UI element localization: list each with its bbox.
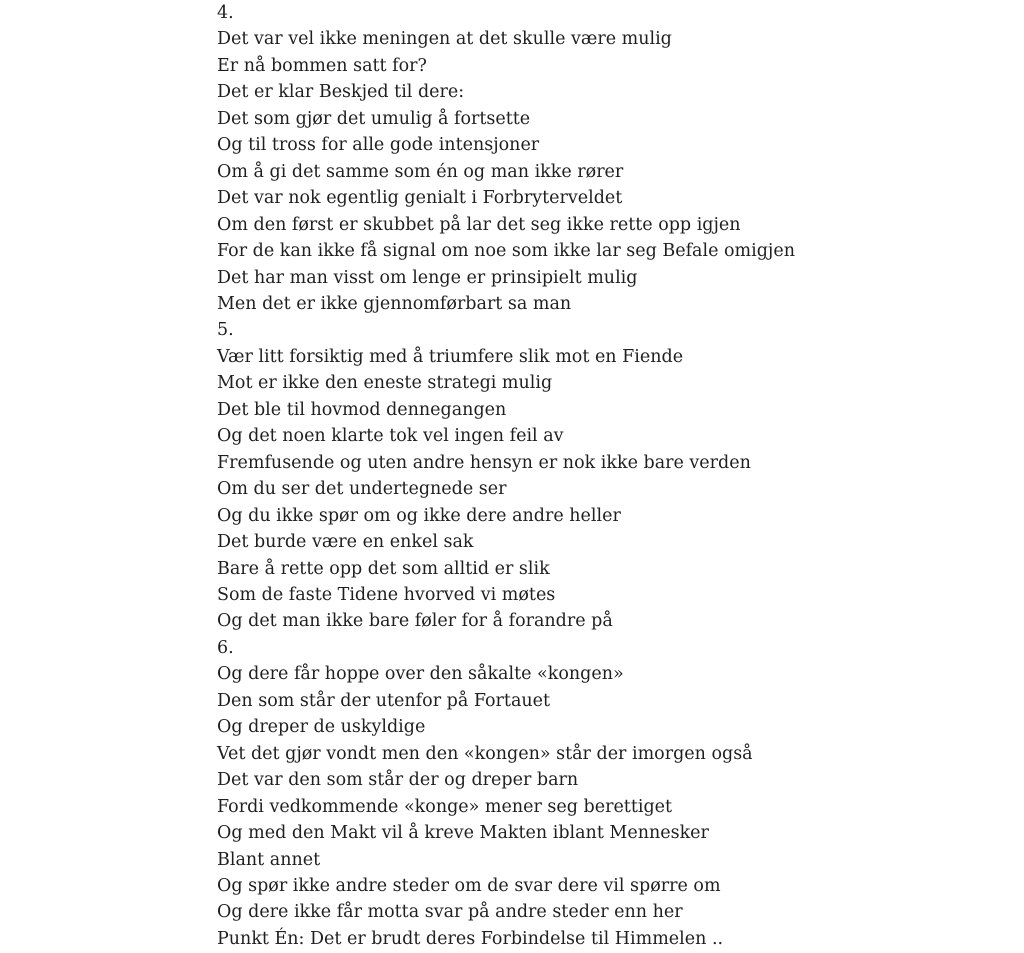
stanza-number: 6. bbox=[217, 637, 234, 658]
stanza-6 bbox=[217, 635, 997, 952]
poem-line: Og spør ikke andre steder om de svar dere vil spørre om bbox=[217, 875, 721, 896]
poem-line: Og dere får hoppe over den såkalte «kongen» bbox=[217, 664, 624, 685]
poem-line: Det var nok egentlig genialt i Forbryterveldet bbox=[217, 188, 623, 209]
poem-line: Og dere ikke får motta svar på andre steder enn her bbox=[217, 902, 683, 923]
poem-line: Om den først er skubbet på lar det seg ikke rette opp igjen bbox=[217, 214, 741, 235]
poem-line: Fremfusende og uten andre hensyn er nok ikke bare verden bbox=[217, 452, 751, 473]
stanza-number: 5. bbox=[217, 320, 234, 341]
poem-line: Det burde være en enkel sak bbox=[217, 532, 474, 553]
poem-line: Det som gjør det umulig å fortsette bbox=[217, 108, 531, 129]
poem-line: Det var vel ikke meningen at det skulle være mulig bbox=[217, 29, 672, 50]
poem-line: Bare å rette opp det som alltid er slik bbox=[217, 558, 550, 579]
poem-line: Det har man visst om lenge er prinsipielt mulig bbox=[217, 267, 638, 288]
poem-line: Blant annet bbox=[217, 849, 321, 870]
poem-line: Og det noen klarte tok vel ingen feil av bbox=[217, 426, 564, 447]
poem-line: Og du ikke spør om og ikke dere andre heller bbox=[217, 505, 621, 526]
poem-text bbox=[217, 0, 997, 952]
poem-line: Det er klar Beskjed til dere: bbox=[217, 82, 465, 103]
poem-line: Og med den Makt vil å kreve Makten iblant Mennesker bbox=[217, 823, 709, 844]
poem-line: Det ble til hovmod dennegangen bbox=[217, 399, 507, 420]
poem-line: Punkt Én: Det er brudt deres Forbindelse til Himmelen .. bbox=[217, 928, 724, 949]
poem-line: For de kan ikke få signal om noe som ikke lar seg Befale omigjen bbox=[217, 241, 795, 262]
poem-line: Om du ser det undertegnede ser bbox=[217, 479, 507, 500]
poem-line: Fordi vedkommende «konge» mener seg berettiget bbox=[217, 796, 673, 817]
poem-line: Og det man ikke bare føler for å forandre på bbox=[217, 611, 613, 632]
stanza-number: 4. bbox=[217, 3, 234, 23]
stanza-5 bbox=[217, 317, 997, 634]
poem-line: Om å gi det samme som én og man ikke rører bbox=[217, 161, 624, 182]
poem-line: Er nå bommen satt for? bbox=[217, 55, 427, 76]
poem-line: Den som står der utenfor på Fortauet bbox=[217, 690, 551, 711]
poem-line: Vet det gjør vondt men den «kongen» står der imorgen også bbox=[217, 743, 753, 764]
poem-line: Og til tross for alle gode intensjoner bbox=[217, 135, 540, 156]
poem-line: Som de faste Tidene hvorved vi møtes bbox=[217, 584, 556, 605]
poem-line: Vær litt forsiktig med å triumfere slik mot en Fiende bbox=[217, 346, 684, 367]
poem-line: Men det er ikke gjennomførbart sa man bbox=[217, 293, 572, 314]
poem-line: Og dreper de uskyldige bbox=[217, 717, 426, 738]
poem-line: Det var den som står der og dreper barn bbox=[217, 770, 579, 791]
stanza-4 bbox=[217, 0, 997, 317]
poem-line: Mot er ikke den eneste strategi mulig bbox=[217, 373, 553, 394]
